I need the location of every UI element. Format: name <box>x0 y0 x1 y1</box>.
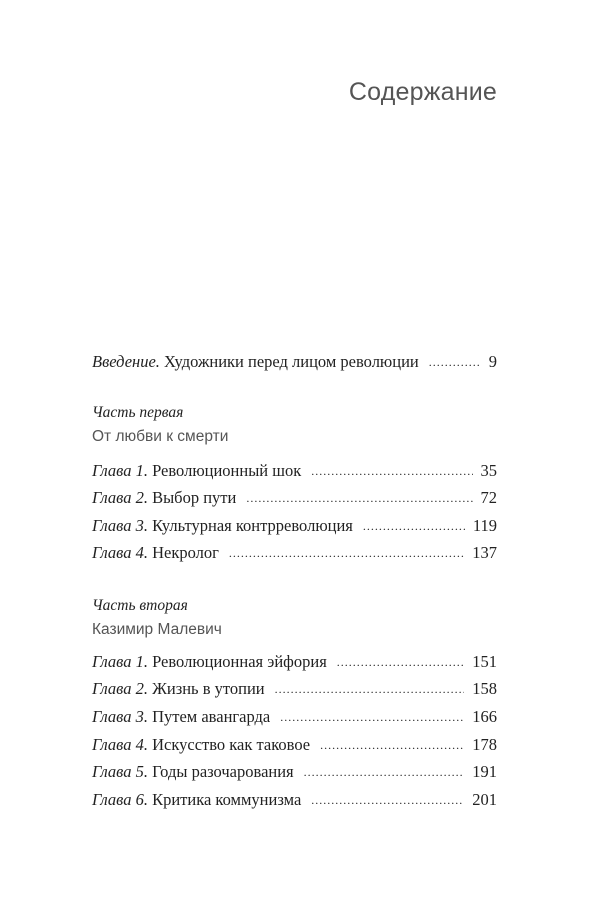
toc-entry[interactable] <box>92 761 497 783</box>
part-title: Казимир Малевич <box>92 621 222 638</box>
toc-entry[interactable] <box>92 487 497 509</box>
entry-prefix: Глава 2. <box>92 679 148 698</box>
entry-title: Революционная эйфория <box>152 652 327 671</box>
entry-prefix: Глава 4. <box>92 543 148 562</box>
toc-entry[interactable] <box>92 542 497 564</box>
entry-title: Революционный шок <box>152 461 302 480</box>
dot-leader <box>229 542 464 564</box>
part-label: Часть вторая <box>92 597 188 614</box>
dot-leader <box>275 678 465 700</box>
toc-entry[interactable] <box>92 734 497 756</box>
entry-title: Критика коммунизма <box>152 790 302 809</box>
toc-entry[interactable] <box>92 789 497 811</box>
dot-leader <box>311 789 464 811</box>
part-label: Часть первая <box>92 404 184 421</box>
entry-page: 191 <box>472 762 497 781</box>
entry-page: 151 <box>472 652 497 671</box>
entry-prefix: Глава 1. <box>92 461 148 480</box>
toc-entry[interactable] <box>92 651 497 673</box>
entry-prefix: Глава 1. <box>92 652 148 671</box>
toc-entry-intro[interactable] <box>92 351 497 373</box>
entry-prefix: Глава 3. <box>92 707 148 726</box>
entry-page: 201 <box>472 790 497 809</box>
entry-title: Некролог <box>152 543 219 562</box>
entry-title: Искусство как таковое <box>152 735 311 754</box>
entry-prefix: Глава 2. <box>92 488 148 507</box>
entry-prefix: Глава 5. <box>92 762 148 781</box>
entry-title: Годы разочарования <box>152 762 294 781</box>
page-title: Содержание <box>348 78 497 106</box>
entry-prefix: Глава 6. <box>92 790 148 809</box>
dot-leader <box>304 761 465 783</box>
entry-page: 72 <box>480 488 497 507</box>
entry-page: 119 <box>472 516 497 535</box>
entry-page: 137 <box>472 543 497 562</box>
entry-page: 166 <box>472 707 497 726</box>
entry-prefix: Глава 4. <box>92 735 148 754</box>
entry-title: Путем авангарда <box>152 707 271 726</box>
toc-entry[interactable] <box>92 706 497 728</box>
part-title: От любви к смерти <box>92 428 229 445</box>
entry-title: Культурная контрреволюция <box>152 516 353 535</box>
entry-prefix: Введение. <box>92 352 160 371</box>
entry-title: Выбор пути <box>152 488 237 507</box>
dot-leader <box>320 734 464 756</box>
entry-title: Жизнь в утопии <box>152 679 265 698</box>
dot-leader <box>363 515 465 537</box>
dot-leader <box>429 351 481 373</box>
entry-title: Художники перед лицом революции <box>164 352 419 371</box>
entry-page: 35 <box>480 461 497 480</box>
toc-entry[interactable] <box>92 678 497 700</box>
entry-page: 178 <box>472 735 497 754</box>
dot-leader <box>311 460 472 482</box>
dot-leader <box>337 651 464 673</box>
dot-leader <box>280 706 464 728</box>
entry-page: 9 <box>488 352 497 371</box>
dot-leader <box>246 487 472 509</box>
toc-entry[interactable] <box>92 460 497 482</box>
entry-prefix: Глава 3. <box>92 516 148 535</box>
entry-page: 158 <box>472 679 497 698</box>
toc-entry[interactable] <box>92 515 497 537</box>
